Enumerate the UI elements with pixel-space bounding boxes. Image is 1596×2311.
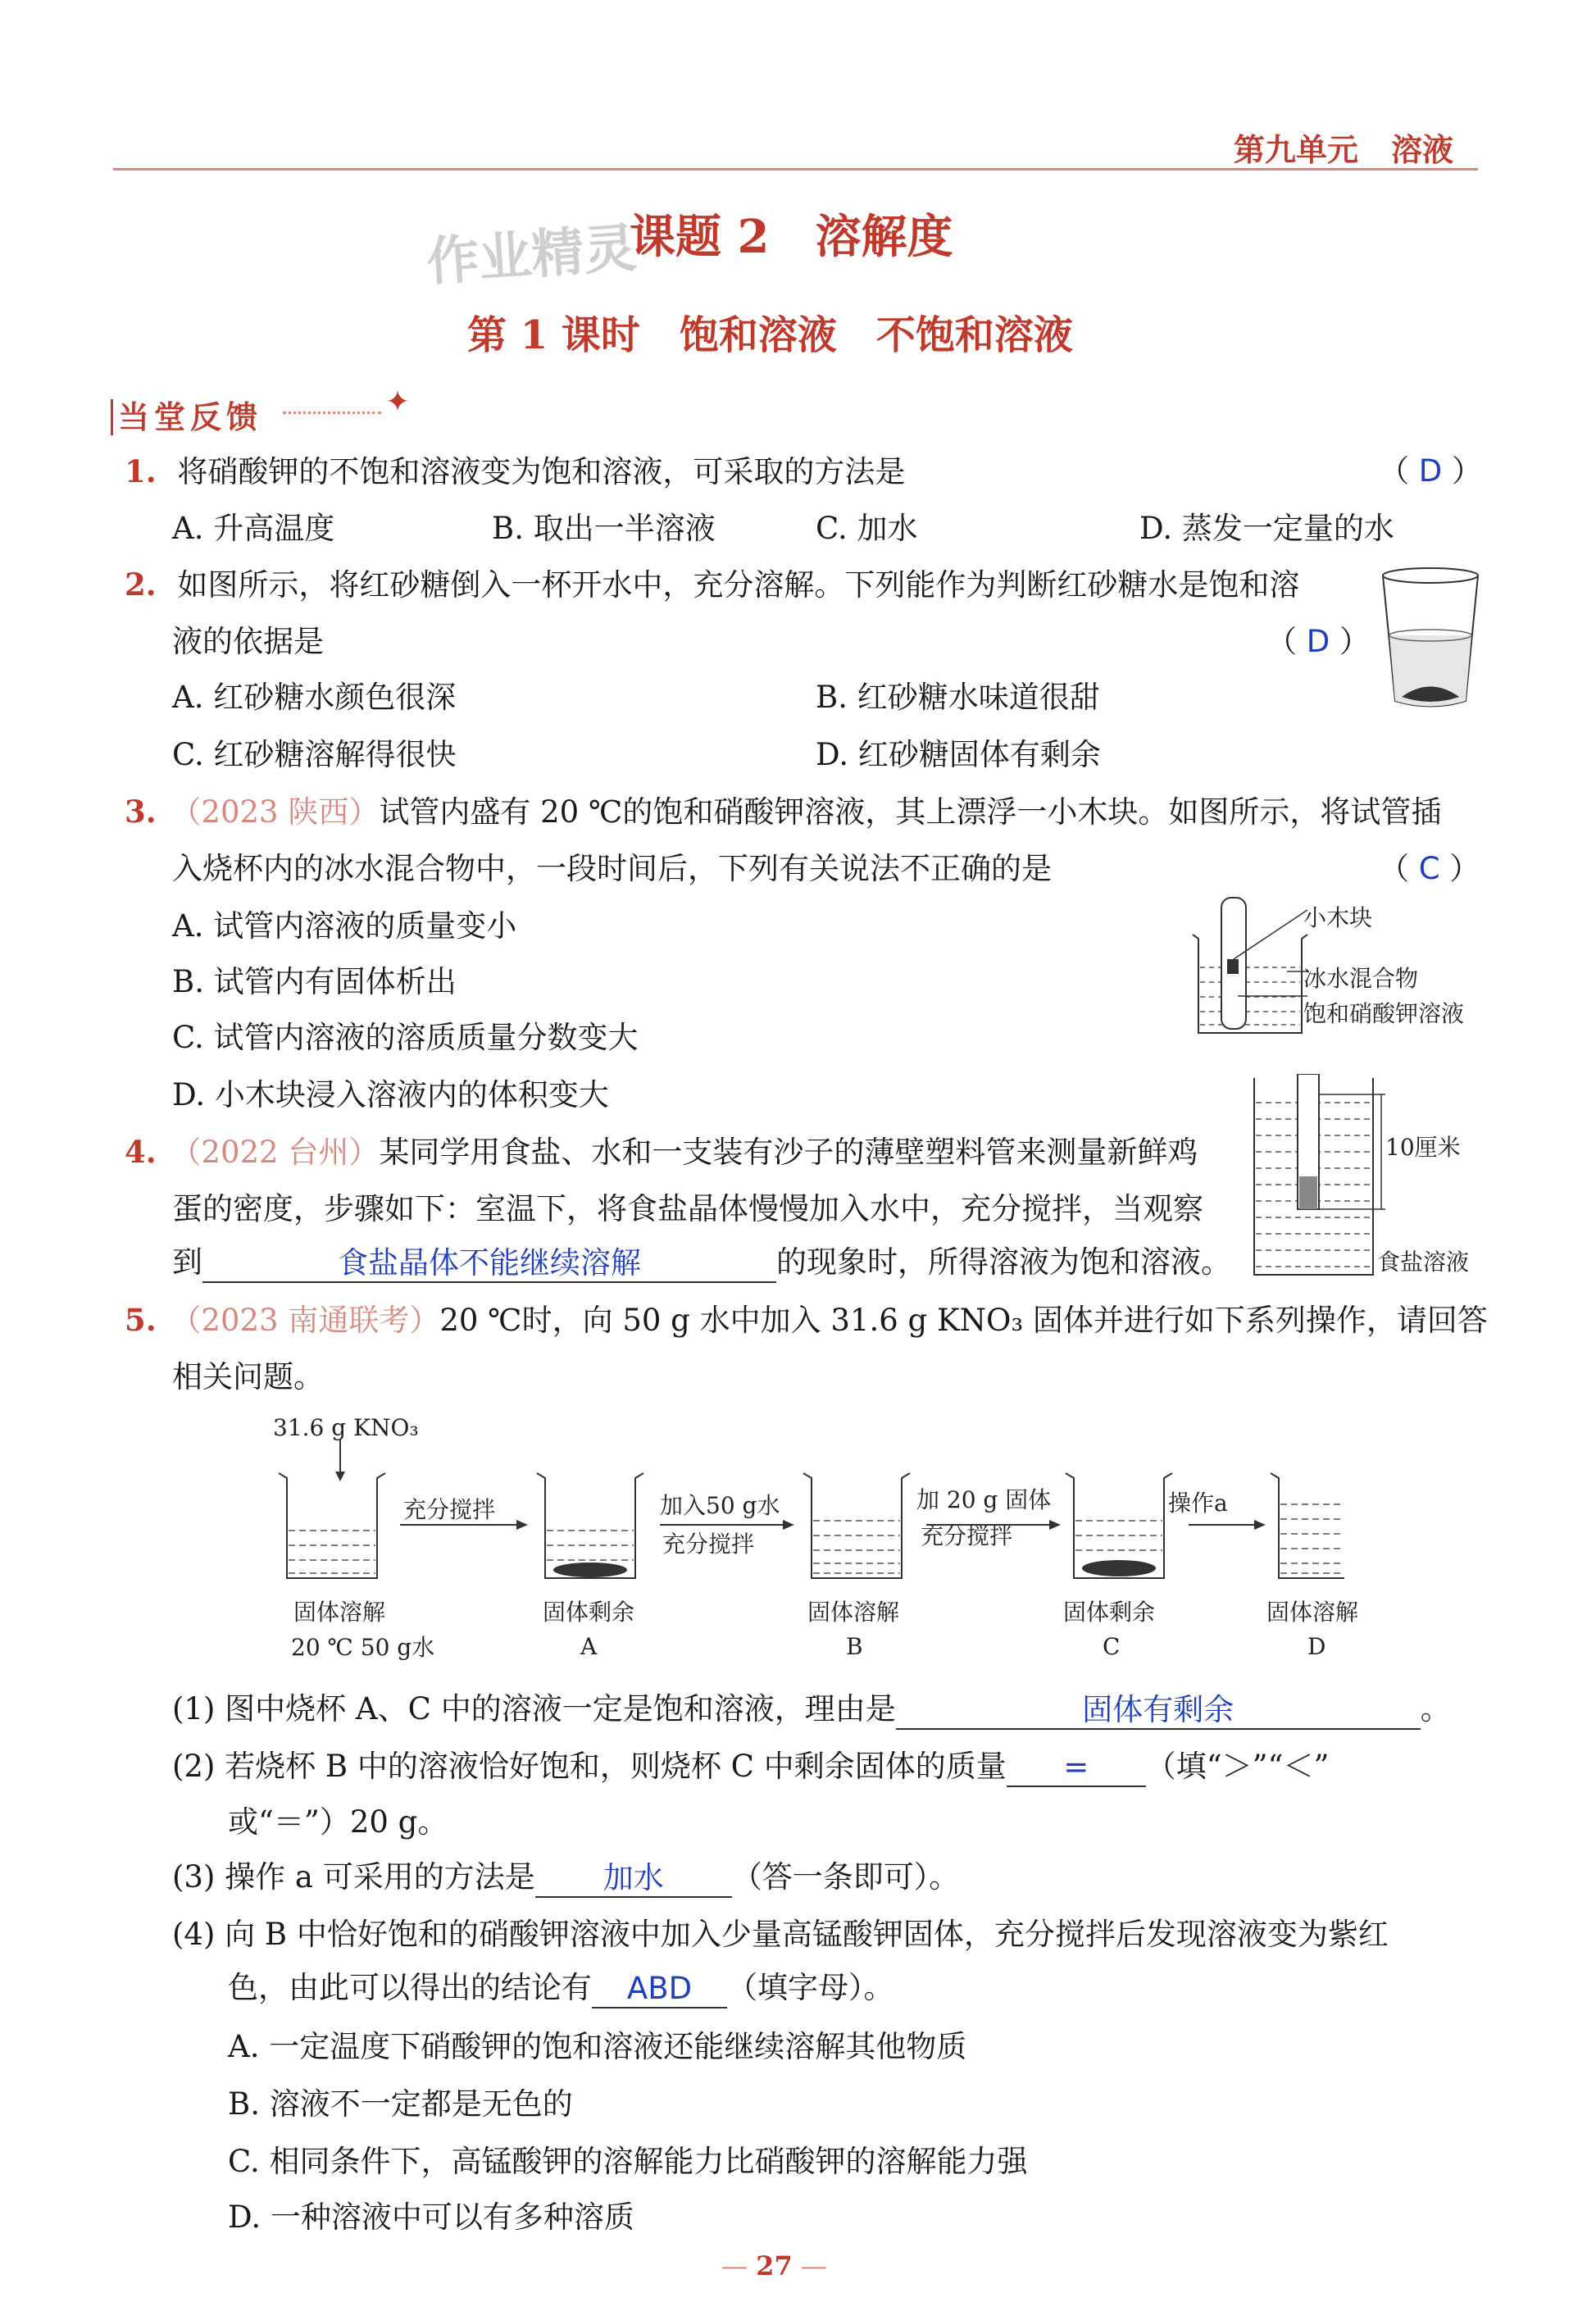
q5-sub2-line2: 或“＝”）20 g。 — [228, 1804, 448, 1840]
q2-answer: D — [1306, 624, 1330, 659]
q1-option-a: A. 升高温度 — [172, 511, 335, 546]
q2-option-a: A. 红砂糖水颜色很深 — [172, 680, 457, 715]
q4-number: 4. — [125, 1134, 157, 1170]
q5-arrow1-label: 充分搅拌 — [403, 1496, 496, 1523]
q3-label-icewater: 冰水混合物 — [1303, 965, 1419, 992]
q1-stem-text: 将硝酸钾的不饱和溶液变为饱和溶液，可采取的方法是 — [177, 454, 906, 489]
q4-stem-line1 — [125, 1131, 1198, 1173]
q5-sub2 — [172, 1746, 1329, 1787]
q4-stem-pre: 到 — [172, 1244, 202, 1280]
q4-cylinder-figure — [1250, 1074, 1389, 1279]
q4-stem-line2: 蛋的密度，步骤如下：室温下，将食盐晶体慢慢加入水中，充分搅拌，当观察 — [172, 1191, 1203, 1226]
q5-sub1 — [172, 1689, 1451, 1730]
q5-sub4-option-a: A. 一定温度下硝酸钾的饱和溶液还能继续溶解其他物质 — [228, 2029, 967, 2064]
lesson-subtitle: 第 1 课时 饱和溶液 不饱和溶液 — [467, 312, 1073, 358]
q5-beaker4-tag: D — [1307, 1633, 1326, 1660]
q1-number: 1. — [125, 453, 157, 489]
q3-number: 3. — [125, 794, 157, 830]
page-title: 课题 2 溶解度 — [630, 210, 953, 264]
beaker-initial — [279, 1473, 385, 1578]
q5-sub2-text1: (2) 若烧杯 B 中的溶液恰好饱和，则烧杯 C 中剩余固体的质量 — [172, 1749, 1007, 1784]
q2-option-d: D. 红砂糖固体有剩余 — [816, 737, 1101, 772]
q1-option-c: C. 加水 — [816, 511, 918, 546]
header-topic-label: 溶液 — [1391, 132, 1454, 168]
q5-sub4-option-d: D. 一种溶液中可以有多种溶质 — [228, 2200, 634, 2235]
q4-stem-post: 的现象时，所得溶液为饱和溶液。 — [776, 1244, 1231, 1280]
q2-stem-line2: 液的依据是 — [172, 624, 324, 659]
page-number-wrap: — 27 — — [721, 2250, 827, 2281]
q5-sub1-answer[interactable]: 固体有剩余 — [896, 1692, 1421, 1730]
q5-flow-top-label: 31.6 g KNO₃ — [273, 1414, 419, 1441]
watermark: 作业精灵 — [425, 218, 639, 293]
q3-label-solution: 饱和硝酸钾溶液 — [1303, 1000, 1465, 1027]
q5-arrow2-label-bottom: 充分搅拌 — [662, 1531, 755, 1558]
q3-answer-paren: （ C ） — [1379, 851, 1480, 886]
q5-stem-text1: 20 ℃时，向 50 g 水中加入 31.6 g KNO₃ 固体并进行如下系列操作，请回答 — [439, 1303, 1488, 1338]
q5-arrow3-label-bottom: 充分搅拌 — [921, 1522, 1013, 1549]
q5-beaker1-tag: A — [580, 1633, 598, 1660]
q1-answer-paren: （ D ） — [1379, 453, 1483, 489]
q1-answer: D — [1418, 453, 1443, 489]
q5-sub4-answer[interactable]: ABD — [592, 1971, 727, 2008]
q3-stem-line2: 入烧杯内的冰水混合物中，一段时间后，下列有关说法不正确的是 — [172, 851, 1052, 886]
q5-arrow4-label: 操作a — [1168, 1490, 1228, 1517]
q5-sub3-text2: （答一条即可）。 — [731, 1859, 960, 1895]
q5-stem-line1 — [125, 1299, 1488, 1341]
q1-option-b: B. 取出一半溶液 — [492, 511, 716, 546]
q3-stem-line1 — [125, 791, 1441, 833]
q4-label-length: 10厘米 — [1385, 1134, 1461, 1161]
q5-beaker2-tag: B — [846, 1633, 863, 1660]
q2-stem-text1: 如图所示，将红砂糖倒入一杯开水中，充分溶解。下列能作为判断红砂糖水是饱和溶 — [177, 567, 1300, 603]
q1-stem — [125, 451, 905, 493]
q5-beaker4-state: 固体溶解 — [1266, 1599, 1359, 1626]
header-unit — [1234, 125, 1453, 170]
q5-source: （2023 南通联考） — [171, 1303, 440, 1338]
q4-stem-text1: 某同学用食盐、水和一支装有沙子的薄壁塑料管来测量新鲜鸡 — [379, 1135, 1198, 1170]
q5-beaker2-state: 固体溶解 — [807, 1599, 900, 1626]
beaker-c — [1066, 1473, 1172, 1578]
page-number: 27 — [756, 2250, 793, 2281]
section-tag-label: 当堂反馈 — [111, 399, 262, 435]
q5-sub4-text2a: 色，由此可以得出的结论有 — [228, 1970, 592, 2005]
header-unit-label: 第九单元 — [1234, 132, 1359, 168]
q4-label-salt-solution: 食盐溶液 — [1377, 1249, 1470, 1276]
q3-label-wood: 小木块 — [1303, 904, 1373, 931]
q5-stem-line2: 相关问题。 — [172, 1359, 324, 1394]
q5-sub4-option-b: B. 溶液不一定都是无色的 — [228, 2086, 573, 2122]
q5-sub2-text2: （填“＞”“＜” — [1145, 1749, 1330, 1784]
q5-sub2-answer[interactable]: = — [1007, 1749, 1146, 1787]
q3-source: （2023 陕西） — [171, 794, 380, 830]
q5-sub3-text1: (3) 操作 a 可采用的方法是 — [172, 1859, 535, 1895]
q2-answer-paren: （ D ） — [1266, 624, 1371, 659]
q2-option-c: C. 红砂糖溶解得很快 — [172, 737, 457, 772]
q2-glass-figure — [1377, 566, 1484, 713]
sparkle-icon: ✦ — [385, 385, 411, 419]
section-tag — [111, 392, 262, 437]
q5-sub4-option-c: C. 相同条件下，高锰酸钾的溶解能力比硝酸钾的溶解能力强 — [228, 2144, 1028, 2179]
q5-beaker0-state: 固体溶解 — [293, 1599, 386, 1626]
q5-sub3-answer[interactable]: 加水 — [535, 1860, 732, 1898]
q2-number: 2. — [125, 566, 157, 603]
q3-beaker-figure — [1189, 894, 1312, 1041]
q3-option-b: B. 试管内有固体析出 — [172, 964, 457, 999]
beaker-a — [537, 1473, 643, 1578]
q5-beaker3-tag: C — [1103, 1633, 1121, 1660]
q3-option-d: D. 小木块浸入溶液内的体积变大 — [172, 1077, 609, 1112]
q5-sub1-text: (1) 图中烧杯 A、C 中的溶液一定是饱和溶液，理由是 — [172, 1691, 896, 1726]
q5-sub4-line1: (4) 向 B 中恰好饱和的硝酸钾溶液中加入少量高锰酸钾固体，充分搅拌后发现溶液变为紫红 — [172, 1917, 1389, 1952]
q1-option-d: D. 蒸发一定量的水 — [1139, 511, 1394, 546]
header-rule — [113, 168, 1478, 171]
q3-answer: C — [1418, 851, 1440, 886]
q3-option-a: A. 试管内溶液的质量变小 — [172, 908, 517, 944]
q2-stem-line1 — [125, 564, 1299, 606]
q4-stem-line3 — [172, 1242, 1231, 1283]
q3-stem-text1: 试管内盛有 20 ℃的饱和硝酸钾溶液，其上漂浮一小木块。如图所示，将试管插 — [379, 794, 1442, 830]
q5-arrow3-label-top: 加 20 g 固体 — [916, 1486, 1052, 1513]
q5-number: 5. — [125, 1302, 157, 1338]
q5-sub1-end: 。 — [1420, 1691, 1451, 1726]
q4-source: （2022 台州） — [171, 1135, 380, 1170]
q5-beaker1-state: 固体剩余 — [543, 1599, 635, 1626]
beaker-d — [1271, 1473, 1344, 1578]
q2-option-b: B. 红砂糖水味道很甜 — [816, 680, 1100, 715]
section-tag-divider — [283, 412, 381, 414]
q5-beaker3-state: 固体剩余 — [1063, 1599, 1156, 1626]
q4-answer-blank[interactable]: 食盐晶体不能继续溶解 — [202, 1245, 776, 1283]
q3-option-c: C. 试管内溶液的溶质质量分数变大 — [172, 1020, 639, 1055]
q5-sub3 — [172, 1857, 959, 1898]
q5-arrow2-label-top: 加入50 g水 — [660, 1492, 780, 1519]
q5-sub4-line2 — [228, 1968, 894, 2008]
q5-sub4-text2b: （填字母）。 — [727, 1970, 894, 2005]
q5-beaker0-tag: 20 ℃ 50 g水 — [291, 1634, 435, 1661]
beaker-b — [803, 1473, 910, 1578]
